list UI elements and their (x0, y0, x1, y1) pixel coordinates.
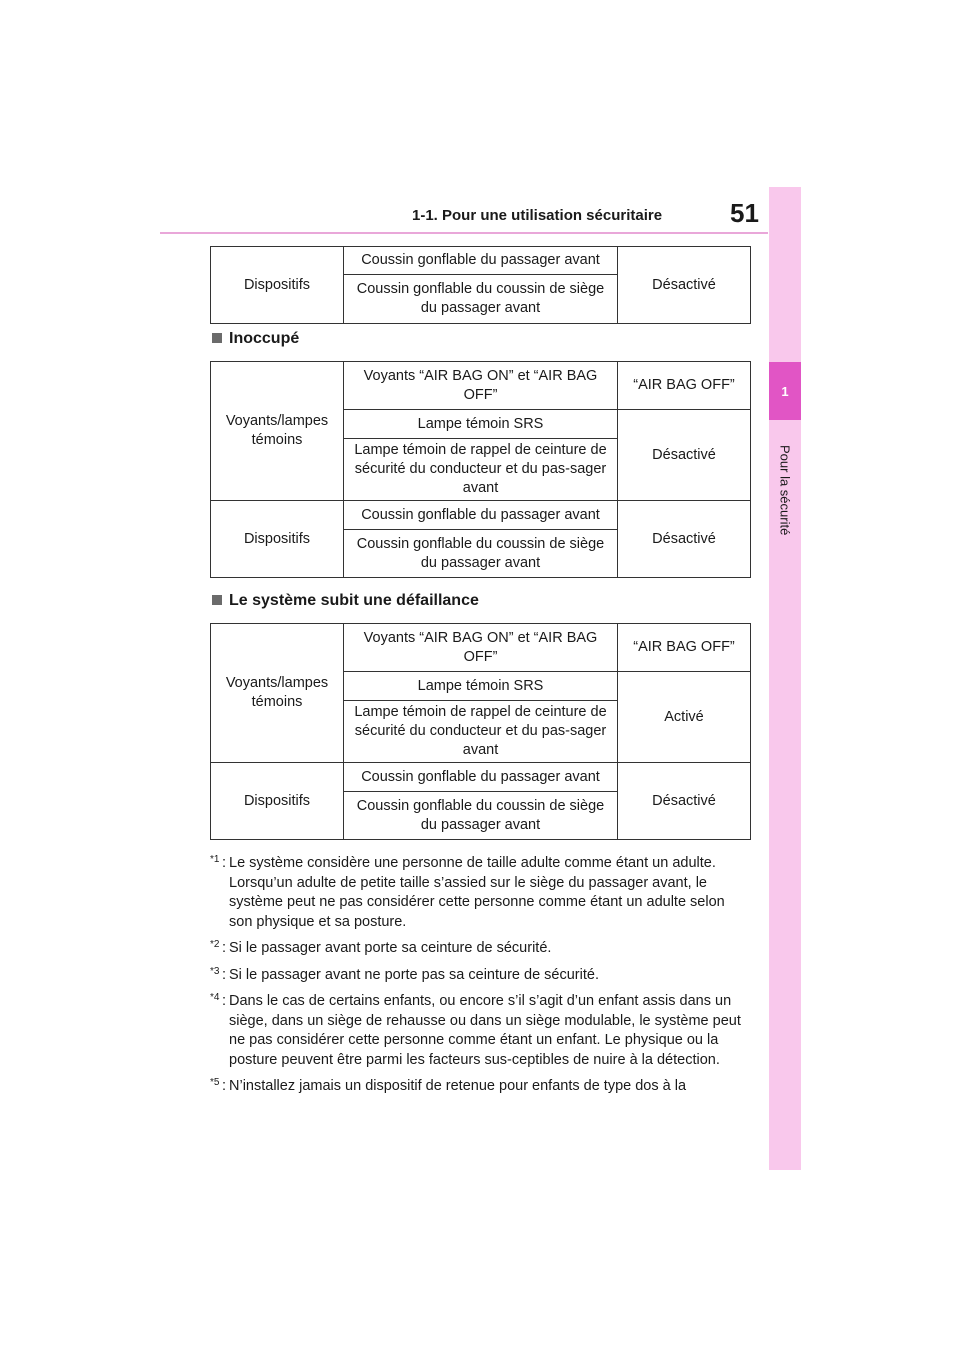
footnote-mark: *4 (210, 992, 220, 1003)
row-lampe-ceinture: Lampe témoin de rappel de ceinture de sécurité du conducteur et du pas-sager avant (344, 439, 618, 501)
row-passenger-airbag: Coussin gonflable du passager avant (344, 501, 618, 530)
row-lampe-ceinture: Lampe témoin de rappel de ceinture de sécurité du conducteur et du pas-sager avant (344, 701, 618, 763)
chapter-side-tab (769, 187, 801, 1170)
footnote-text: Dans le cas de certains enfants, ou encore s’il s’agit d’un enfant assis dans un siège, dans un siège de rehausse ou dans un siège modulable, le système peut ne pas considérer cette personne comme étant un enfant. Le physique ou la posture peuvent être parmi les facteurs sus-ceptibles de nuire à la détection. (229, 993, 741, 1068)
airbag-status: “AIR BAG OFF” (618, 624, 751, 672)
label-voyants: Voyants/lampes témoins (211, 624, 344, 763)
devices-status: Désactivé (618, 247, 751, 324)
footnote-text: Si le passager avant porte sa ceinture de sécurité. (229, 940, 552, 956)
chapter-number: 1 (781, 383, 789, 399)
footnote: *5 : N’installez jamais un dispositif de retenue pour enfants de type dos à la (210, 1077, 750, 1097)
row-passenger-airbag: Coussin gonflable du passager avant (344, 763, 618, 792)
devices-table-top (210, 246, 751, 324)
footnote-mark: *3 (210, 965, 220, 977)
square-bullet-icon (212, 333, 222, 343)
footnote-text: Si le passager avant ne porte pas sa ceinture de sécurité. (229, 966, 599, 983)
airbag-status: “AIR BAG OFF” (618, 362, 751, 410)
devices-status: Désactivé (618, 501, 751, 578)
footnote-mark: *1 (210, 854, 220, 865)
row-voyants-airbag: Voyants “AIR BAG ON” et “AIR BAG OFF” (344, 624, 618, 672)
label-dispositifs: Dispositifs (211, 763, 344, 840)
label-dispositifs: Dispositifs (211, 501, 344, 578)
chapter-label: Pour la sécurité (777, 444, 793, 536)
footnote-text: N’installez jamais un dispositif de retenue pour enfants de type dos à la (229, 1078, 687, 1094)
footnote-text: Le système considère une personne de taille adulte comme étant un adulte. Lorsqu’un adulte de petite taille s’assied sur le siège du passager avant, le système peut ne pas considérer cette personne comme étant un adulte selon son physique et sa posture. (229, 855, 725, 930)
row-lampe-srs: Lampe témoin SRS (344, 672, 618, 701)
square-bullet-icon (212, 595, 222, 605)
page-number: 51 (730, 198, 759, 228)
footnote: *2 : Si le passager avant porte sa ceinture de sécurité. (210, 939, 750, 959)
header-divider (160, 232, 768, 234)
section-heading-inoccupe (212, 330, 299, 348)
status-table-inoccupe (210, 361, 751, 578)
row-seat-cushion-airbag: Coussin gonflable du coussin de siège du passager avant (344, 530, 618, 578)
lamps-status: Activé (618, 672, 751, 763)
footnote-mark: *5 (210, 1077, 220, 1088)
row-voyants-airbag: Voyants “AIR BAG ON” et “AIR BAG OFF” (344, 362, 618, 410)
row-lampe-srs: Lampe témoin SRS (344, 410, 618, 439)
label-voyants: Voyants/lampes témoins (211, 362, 344, 501)
footnote: *4 : Dans le cas de certains enfants, ou encore s’il s’agit d’un enfant assis dans un siège, dans un siège de rehausse ou dans un siège modulable, le système peut ne pas considérer cette personne comme étant un enfant. Le physique ou la posture peuvent être parmi les facteurs sus-ceptibles de nuire à la détection. (210, 992, 750, 1070)
section-heading-defaillance (212, 592, 479, 610)
row-passenger-airbag: Coussin gonflable du passager avant (344, 247, 618, 275)
label-dispositifs: Dispositifs (211, 247, 344, 324)
row-seat-cushion-airbag: Coussin gonflable du coussin de siège du passager avant (344, 792, 618, 840)
status-table-defaillance (210, 623, 751, 840)
row-seat-cushion-airbag: Coussin gonflable du coussin de siège du passager avant (344, 275, 618, 324)
devices-status: Désactivé (618, 763, 751, 840)
footnotes (210, 854, 750, 1104)
section-header-title: 1-1. Pour une utilisation sécuritaire (412, 207, 663, 224)
lamps-status: Désactivé (618, 410, 751, 501)
footnote: *3 : Si le passager avant ne porte pas sa ceinture de sécurité. (210, 966, 750, 986)
section-heading-text: Inoccupé (229, 330, 300, 347)
footnote: *1 : Le système considère une personne de taille adulte comme étant un adulte. Lorsqu’un adulte de petite taille s’assied sur le siège du passager avant, le système peut ne pas considérer cette personne comme étant un adulte selon son physique et sa posture. (210, 854, 750, 932)
footnote-mark: *2 (210, 939, 220, 950)
section-heading-text: Le système subit une défaillance (229, 592, 479, 609)
